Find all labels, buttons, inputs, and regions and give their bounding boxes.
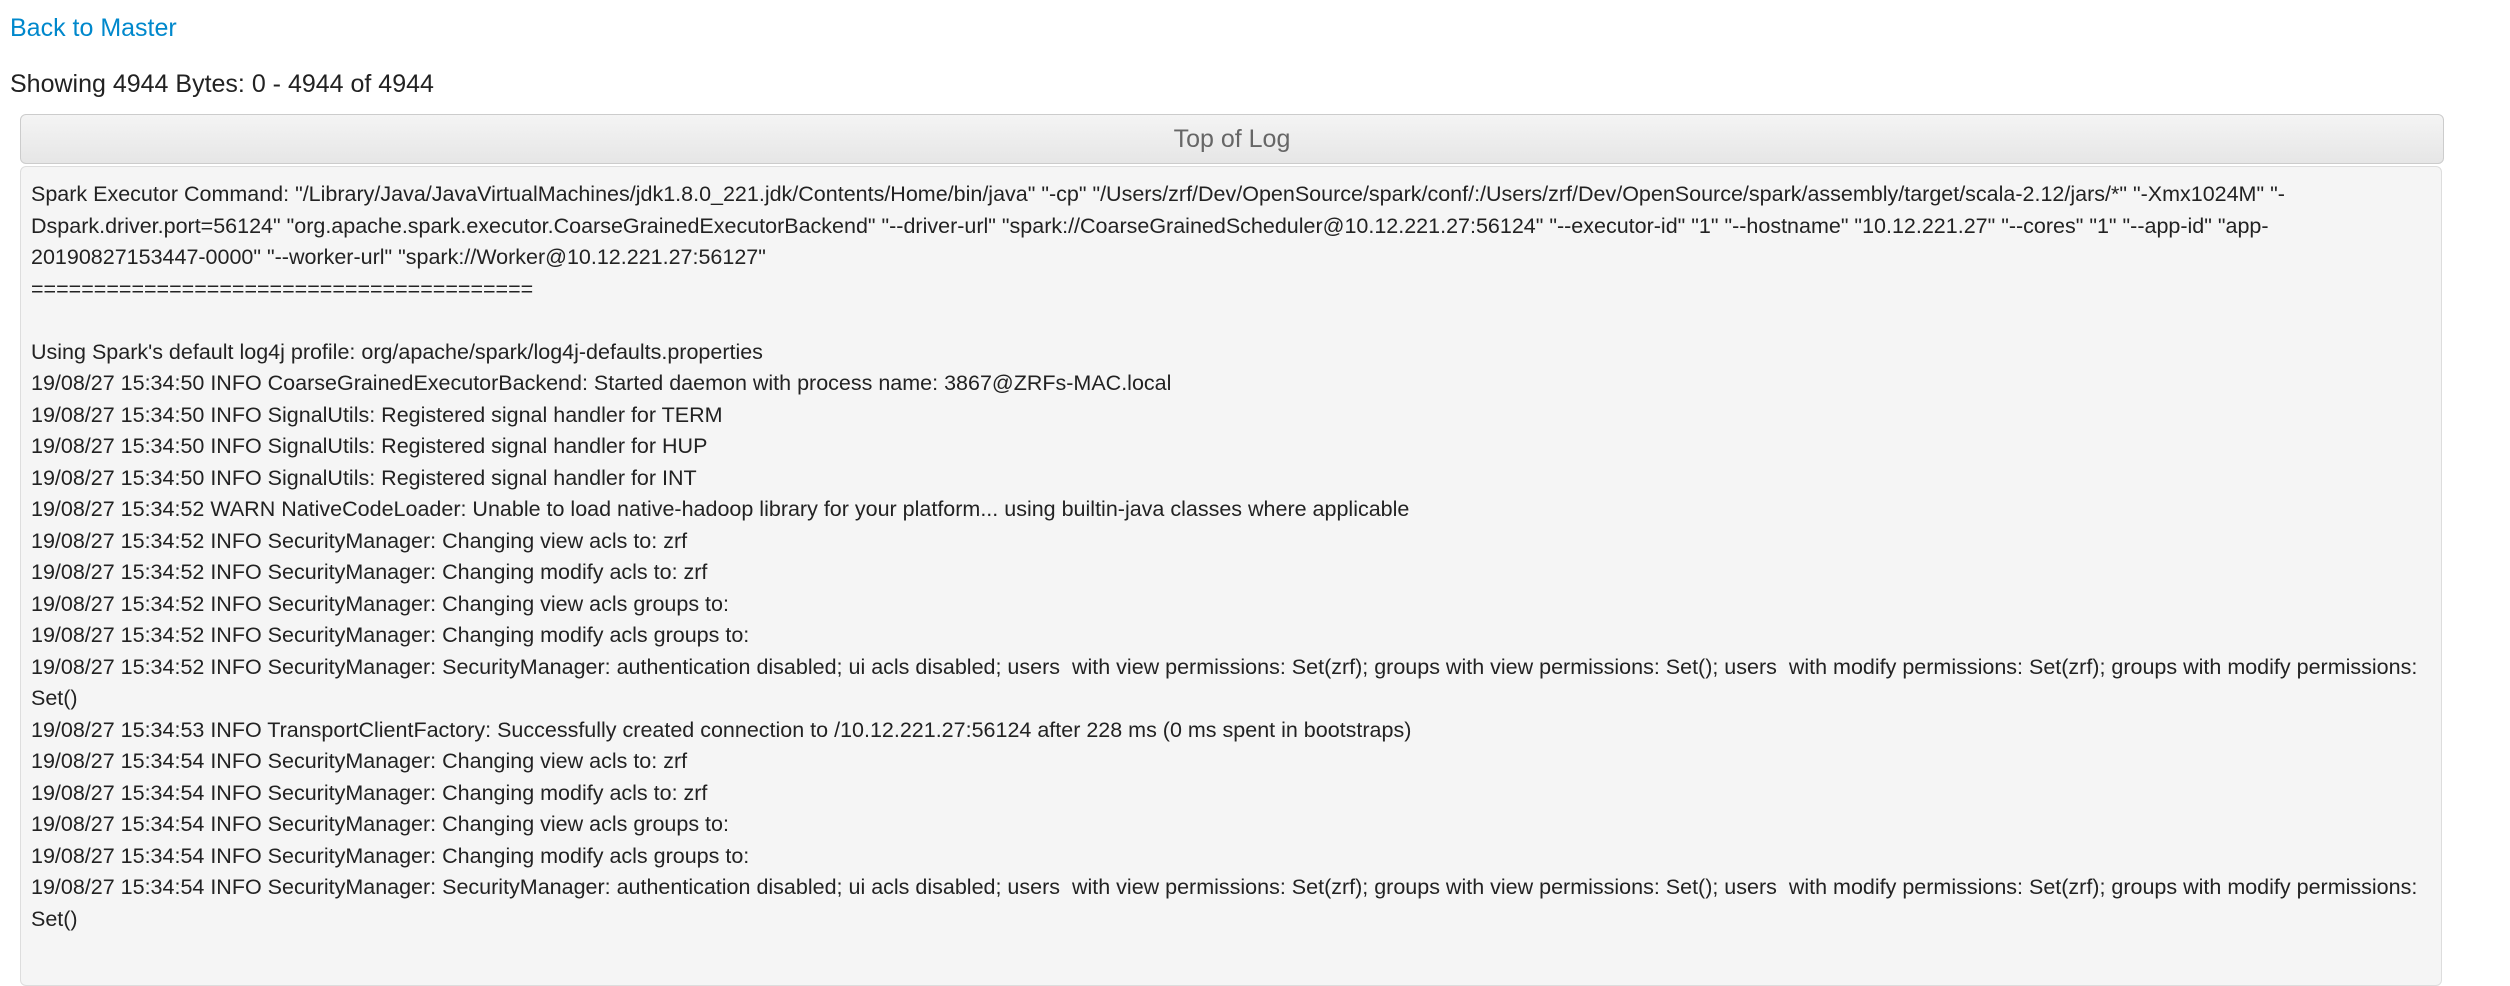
log-line: 19/08/27 15:34:54 INFO SecurityManager: Changing modify acls groups to: [31, 843, 756, 868]
log-line: Using Spark's default log4j profile: org/apache/spark/log4j-defaults.properties [31, 339, 763, 364]
log-line: 19/08/27 15:34:50 INFO CoarseGrainedExecutorBackend: Started daemon with process name: 3867@ZRFs-MAC.local [31, 371, 1172, 395]
log-content [20, 166, 2442, 986]
log-line: ======================================== [31, 276, 534, 301]
log-line: 19/08/27 15:34:53 INFO TransportClientFactory: Successfully created connection to /10.12.221.27:56124 after 228 ms (0 ms spent in bootstraps) [31, 717, 1412, 742]
log-line: 19/08/27 15:34:50 INFO SignalUtils: Registered signal handler for INT [31, 465, 697, 490]
back-to-master-link[interactable]: Back to Master [10, 14, 177, 42]
log-line: 19/08/27 15:34:52 INFO SecurityManager: Changing modify acls to: zrf [31, 560, 708, 584]
log-line: 19/08/27 15:34:52 INFO SecurityManager: Changing modify acls groups to: [31, 623, 756, 647]
top-of-log-button[interactable]: Top of Log [20, 114, 2444, 164]
log-line: 19/08/27 15:34:50 INFO SignalUtils: Registered signal handler for TERM [31, 402, 723, 427]
log-line: 19/08/27 15:34:52 INFO SecurityManager: Changing view acls to: zrf [31, 528, 688, 553]
log-line: 19/08/27 15:34:52 WARN NativeCodeLoader: Unable to load native-hadoop library for your platform... using builtin-java classes where applicable [31, 497, 1410, 521]
log-line: 19/08/27 15:34:52 INFO SecurityManager: Changing view acls groups to: [31, 591, 735, 616]
log-line: 19/08/27 15:34:54 INFO SecurityManager: Changing modify acls to: zrf [31, 780, 708, 805]
bytes-range-status: Showing 4944 Bytes: 0 - 4944 of 4944 [10, 70, 434, 98]
log-line [31, 305, 2431, 337]
log-line: 19/08/27 15:34:54 INFO SecurityManager: Changing view acls to: zrf [31, 749, 688, 773]
log-line: Spark Executor Command: "/Library/Java/JavaVirtualMachines/jdk1.8.0_221.jdk/Contents/Home/bin/java" "-cp" "/Users/zrf/Dev/OpenSource/spark/conf/:/Users/zrf/Dev/OpenSource/spark/assembly/target/scala-2.12/jars/*" "-Xmx1024M" "-Dspark.driver.port=56124" "org.apache.spark.executor.CoarseGrainedExecutorBackend" "--driver-url" "spark://CoarseGrainedScheduler@10.12.221.27:56124" "--executor-id" "1" "--hostname" "10.12.221.27" "--cores" "1" "--app-id" "app-20190827153447-0000" "--worker-url" "spark://Worker@10.12.221.27:56127" [31, 182, 2285, 269]
log-line: 19/08/27 15:34:50 INFO SignalUtils: Registered signal handler for HUP [31, 434, 708, 458]
log-line: 19/08/27 15:34:54 INFO SecurityManager: SecurityManager: authentication disabled; ui acls disabled; users with view permissions: Set(zrf); groups with view permissions: Set(); users with modify permissions: Set(zrf); groups with modify permissions: Set() [31, 875, 2424, 931]
log-line: 19/08/27 15:34:52 INFO SecurityManager: SecurityManager: authentication disabled; ui acls disabled; users with view permissions: Set(zrf); groups with view permissions: Set(); users with modify permissions: Set(zrf); groups with modify permissions: Set() [31, 654, 2424, 710]
log-line: 19/08/27 15:34:54 INFO SecurityManager: Changing view acls groups to: [31, 812, 735, 836]
